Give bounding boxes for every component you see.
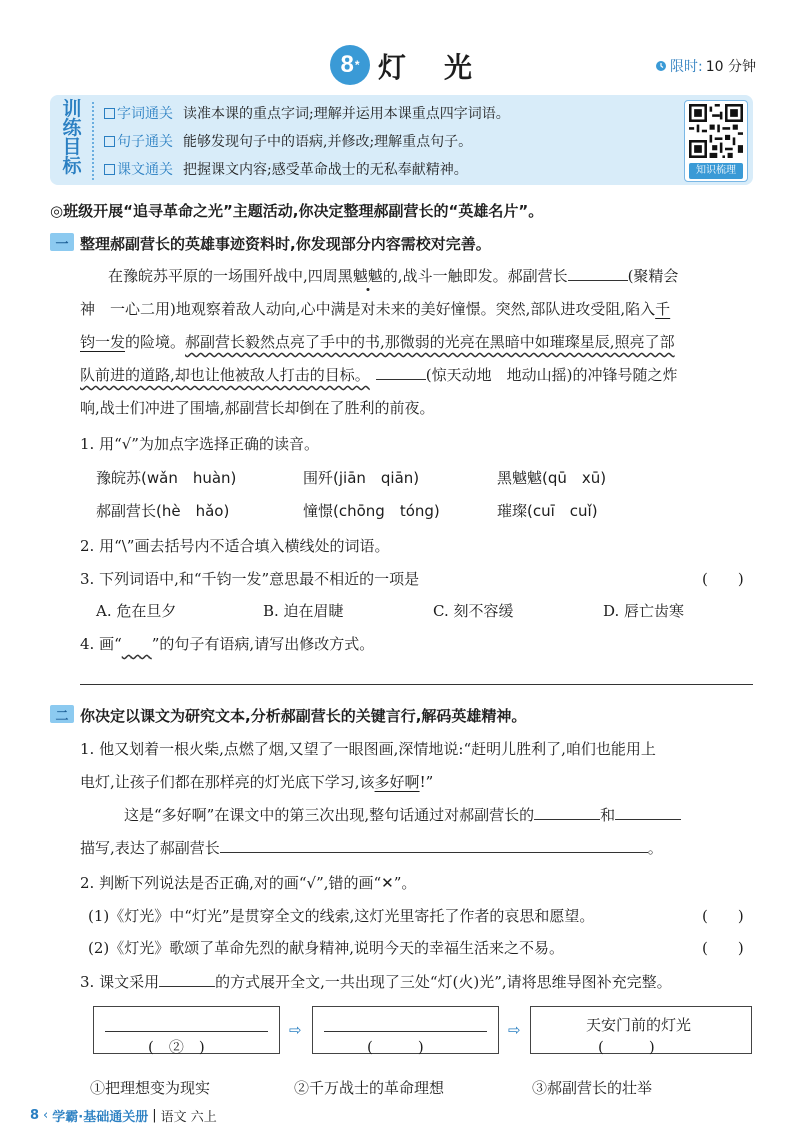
question-1-prompt: 1. 用“√”为加点字选择正确的读音。 [80, 435, 319, 453]
mindmap-paren[interactable]: ( ② ) [148, 1038, 205, 1056]
passage-line: 响,战士们冲进了围墙,郝副营长却倒在了胜利的前夜。 [80, 399, 435, 417]
blank-6[interactable] [159, 971, 215, 987]
section-2-title: 你决定以课文为研究文本,分析郝副营长的关键言行,解码英雄精神。 [80, 707, 527, 725]
question-2-prompt: 2. 用“\”画去括号内不适合填入横线处的词语。 [80, 537, 390, 555]
answer-line[interactable] [80, 684, 753, 685]
objectives-divider [92, 102, 94, 180]
footer-divider: | [152, 1108, 157, 1123]
pinyin-item[interactable]: 璀璨(cuī cuǐ) [497, 502, 598, 520]
pinyin-item[interactable]: 围歼(jiān qiān) [303, 469, 420, 487]
page-footer [30, 1106, 217, 1125]
judgement-item: (1)《灯光》中“灯光”是贯穿全文的线索,这灯光里寄托了作者的哀思和愿望。 [88, 907, 595, 925]
judgement-item: (2)《灯光》歌颂了革命先烈的献身精神,说明今天的幸福生活来之不易。 [88, 939, 565, 957]
objectives-label: 训练目标 [62, 98, 82, 177]
mindmap-title: 天安门前的灯光 [586, 1016, 692, 1034]
answer-line[interactable] [324, 1031, 487, 1032]
checkbox-icon [104, 136, 115, 147]
option-c[interactable]: C. 刻不容缓 [433, 602, 514, 620]
passage-line: 在豫皖苏平原的一场围歼战中,四周黑魆魆的,战斗一触即发。郝副营长 (聚精会 [108, 267, 679, 285]
analysis-line: 这是“多好啊”在课文中的第三次出现,整句话通过对郝副营长的 和 [124, 804, 681, 826]
quote-line: 电灯,让孩子们都在那样亮的灯光底下学习,该多好啊!” [80, 773, 434, 791]
option-a[interactable]: A. 危在旦夕 [96, 602, 177, 620]
mindmap-paren[interactable]: ( ) [367, 1038, 424, 1056]
qr-label: 知识梳理 [689, 163, 743, 179]
arrow-right-icon: ⇨ [289, 1021, 302, 1039]
passage-line: 钧一发的险境。郝副营长毅然点亮了手中的书,那微弱的光亮在黑暗中如璀璨星辰,照亮了部 [80, 333, 675, 351]
choice-2: ②千万战士的革命理想 [294, 1079, 445, 1097]
choice-3: ③郝副营长的壮举 [532, 1079, 653, 1097]
qr-code-icon[interactable] [689, 104, 743, 158]
checkbox-sentence[interactable]: 句子通关 [104, 131, 173, 151]
passage-line: 神 一心二用)地观察着敌人动向,心中满是对未来的美好憧憬。突然,部队进攻受阻,陷入千 [80, 300, 671, 318]
question-2-prompt: 2. 判断下列说法是否正确,对的画“√”,错的画“✕”。 [80, 874, 417, 892]
time-limit: 限时: 10 分钟 [655, 56, 756, 76]
section-1-badge: 一 [50, 233, 74, 251]
chevron-left-icon: ‹ [43, 1108, 49, 1123]
question-4-prompt: 4. 画“ ”的句子有语病,请写出修改方式。 [80, 635, 375, 653]
mindmap-paren[interactable]: ( ) [598, 1038, 655, 1056]
section-1-title: 整理郝副营长的英雄事迹资料时,你发现部分内容需校对完善。 [80, 235, 491, 253]
blank-4[interactable] [615, 804, 681, 820]
checkbox-icon [104, 108, 115, 119]
lesson-title: 灯光 [378, 51, 511, 84]
timer-icon [655, 60, 667, 72]
pinyin-item[interactable]: 豫皖苏(wǎn huàn) [96, 469, 237, 487]
book-brand: 学霸·基础通关册 [52, 1110, 149, 1125]
objective-row: 课文通关 把握课文内容;感受革命战士的无私奉献精神。 [104, 159, 468, 179]
objective-row: 字词通关 读准本课的重点字词;理解并运用本课重点四字词语。 [104, 103, 510, 123]
answer-line[interactable] [105, 1031, 268, 1032]
checkbox-icon [104, 164, 115, 175]
option-b[interactable]: B. 迫在眉睫 [263, 602, 344, 620]
answer-paren[interactable]: ( ) [702, 570, 744, 588]
answer-paren[interactable]: ( ) [702, 939, 744, 957]
section-2-badge: 二 [50, 705, 74, 723]
page-number: 8 [30, 1108, 40, 1123]
lesson-number-badge: 8 * [330, 45, 370, 85]
passage-line: 队前进的道路,却也让他被敌人打击的目标。 (惊天动地 地动山摇)的冲锋号随之炸 [80, 366, 678, 384]
pinyin-item[interactable]: 憧憬(chōng tóng) [303, 502, 440, 520]
activity-intro: ◎班级开展“追寻革命之光”主题活动,你决定整理郝副营长的“英雄名片”。 [50, 202, 544, 220]
arrow-right-icon: ⇨ [508, 1021, 521, 1039]
blank-2[interactable] [376, 364, 426, 380]
analysis-line: 描写,表达了郝副营长 。 [80, 839, 663, 857]
objective-row: 句子通关 能够发现句子中的语病,并修改;理解重点句子。 [104, 131, 472, 151]
option-d[interactable]: D. 唇亡齿寒 [603, 602, 685, 620]
pinyin-item[interactable]: 郝副营长(hè hǎo) [96, 502, 230, 520]
subject-label: 语文 六上 [160, 1110, 217, 1125]
quote-line: 1. 他又划着一根火柴,点燃了烟,又望了一眼图画,深情地说:“赶明儿胜利了,咱们也能用上 [80, 740, 656, 758]
pinyin-item[interactable]: 黑魆魆(qū xū) [497, 469, 607, 487]
checkbox-text[interactable]: 课文通关 [104, 159, 173, 179]
checkbox-word[interactable]: 字词通关 [104, 103, 173, 123]
answer-paren[interactable]: ( ) [702, 907, 744, 925]
blank-1[interactable] [568, 265, 628, 281]
question-3-prompt: 3. 下列词语中,和“千钧一发”意思最不相近的一项是 [80, 570, 420, 588]
choice-1: ①把理想变为现实 [90, 1079, 211, 1097]
question-3-prompt: 3. 课文采用 的方式展开全文,一共出现了三处“灯(火)光”,请将思维导图补充完整。 [80, 973, 672, 991]
blank-5[interactable] [220, 837, 648, 853]
blank-3[interactable] [534, 804, 600, 820]
wavy-line-sample [122, 635, 152, 653]
